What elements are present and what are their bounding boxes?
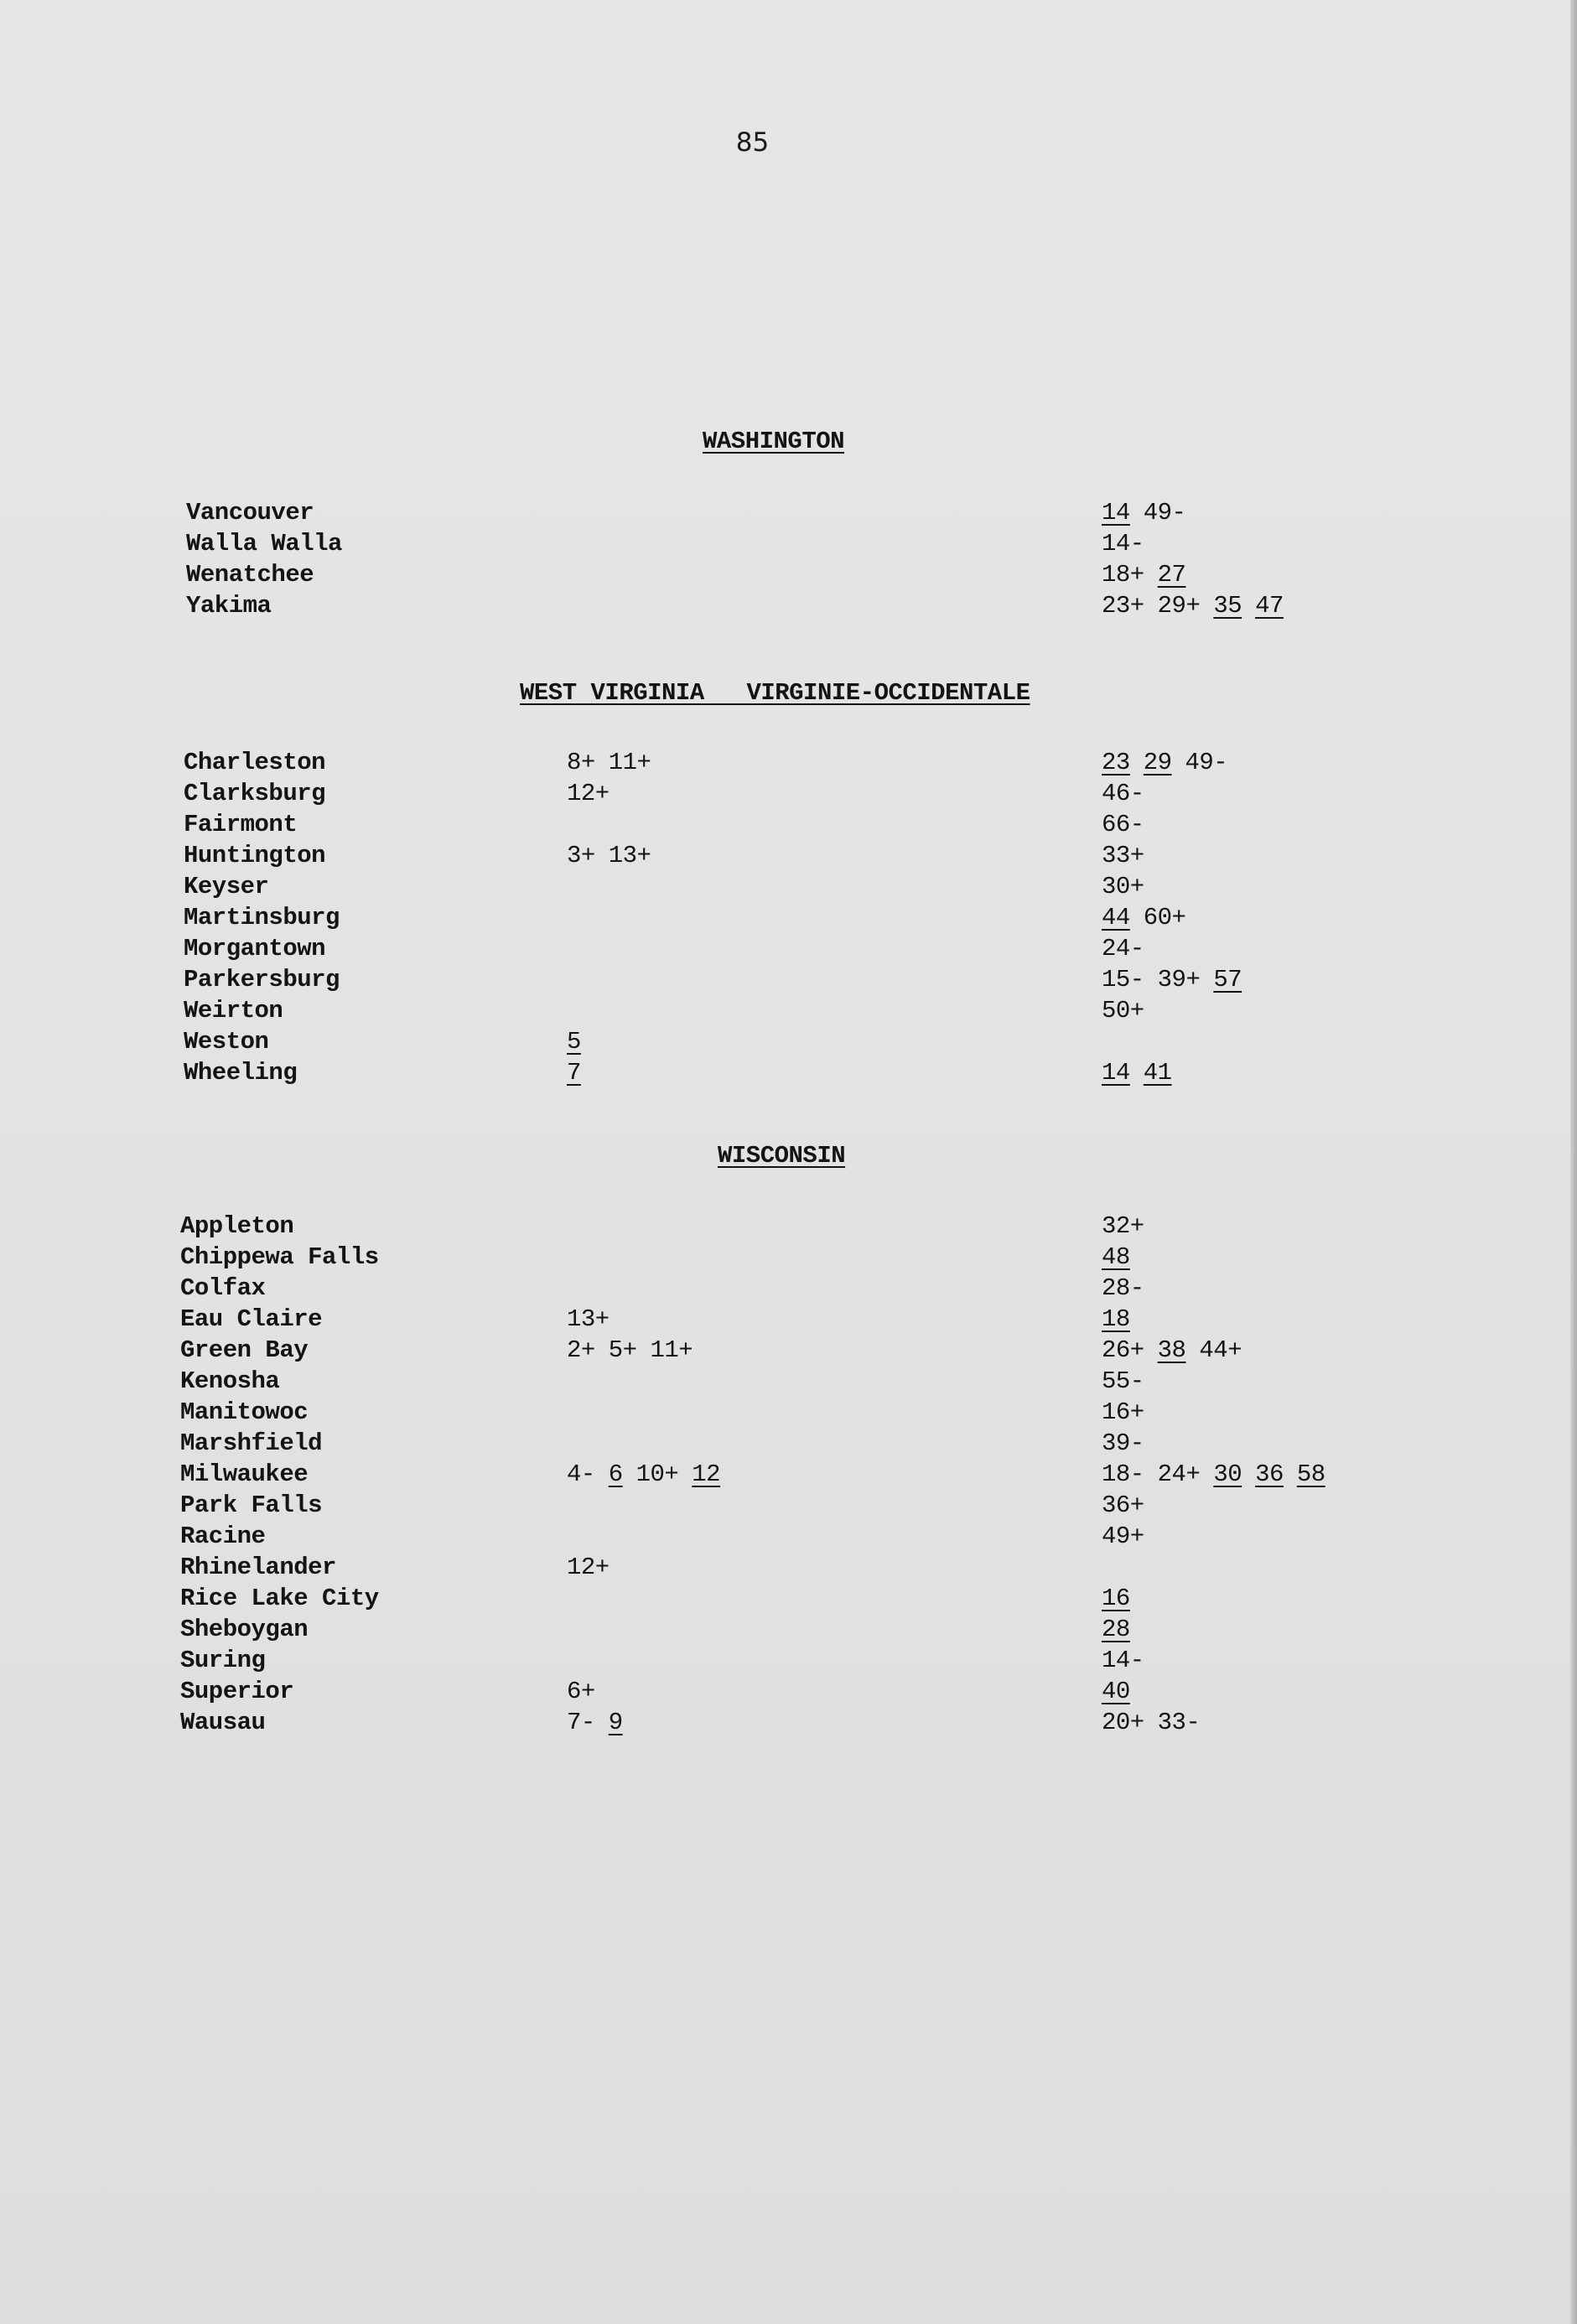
list-item: [0, 1491, 1577, 1523]
code: 32+: [1102, 1212, 1144, 1240]
list-item: [0, 1243, 1577, 1274]
code: 12+: [567, 1554, 610, 1581]
list-item: [0, 1523, 1577, 1554]
right-codes: [1102, 935, 1144, 962]
right-codes: [1102, 561, 1185, 589]
underlined-code: 29: [1143, 749, 1172, 776]
code: 23+: [1102, 592, 1144, 620]
right-codes: [1102, 904, 1185, 931]
left-codes: [567, 1709, 623, 1736]
code: 50+: [1102, 997, 1144, 1025]
list-item: [0, 1028, 1577, 1059]
code: 24+: [1157, 1460, 1201, 1488]
right-codes: [1102, 1523, 1144, 1550]
city-name: Racine: [180, 1523, 266, 1550]
right-codes: [1102, 873, 1144, 900]
underlined-code: 38: [1157, 1336, 1186, 1364]
underlined-code: 23: [1102, 749, 1130, 776]
underlined-code: 57: [1213, 966, 1242, 993]
underlined-code: 40: [1102, 1678, 1130, 1705]
list-item: [0, 561, 1577, 592]
right-codes: [1102, 592, 1284, 620]
right-codes: [1102, 966, 1242, 993]
list-item: [0, 592, 1577, 623]
code: 8+: [567, 749, 595, 776]
right-codes: [1102, 749, 1227, 776]
right-codes: [1102, 1274, 1144, 1302]
code: 33+: [1102, 842, 1144, 869]
city-name: Colfax: [180, 1274, 266, 1302]
list-item: [0, 1336, 1577, 1367]
section-heading: WEST VIRGINIA VIRGINIE-OCCIDENTALE: [520, 679, 1030, 707]
list-item: [0, 1585, 1577, 1616]
list-item: [0, 1367, 1577, 1398]
code: 46-: [1102, 780, 1144, 807]
right-codes: [1102, 1398, 1144, 1426]
city-name: Weirton: [184, 997, 283, 1025]
code: 33-: [1157, 1709, 1201, 1736]
right-codes: [1102, 1059, 1172, 1087]
underlined-code: 47: [1255, 592, 1284, 620]
right-codes: [1102, 1460, 1325, 1488]
list-item: [0, 1678, 1577, 1709]
code: 55-: [1102, 1367, 1144, 1395]
right-codes: [1102, 1491, 1144, 1519]
city-name: Weston: [184, 1028, 269, 1056]
list-item: [0, 1616, 1577, 1647]
list-item: [0, 1709, 1577, 1740]
left-codes: [567, 1678, 595, 1705]
list-item: [0, 842, 1577, 873]
right-codes: [1102, 1616, 1130, 1643]
code: 39+: [1157, 966, 1201, 993]
right-codes: [1102, 1336, 1242, 1364]
right-codes: [1102, 1647, 1144, 1674]
list-item: [0, 1274, 1577, 1305]
right-codes: [1102, 780, 1144, 807]
left-codes: [567, 1305, 610, 1333]
underlined-code: 18: [1102, 1305, 1130, 1333]
code: 18-: [1102, 1460, 1144, 1488]
right-codes: [1102, 997, 1144, 1025]
code: 44+: [1199, 1336, 1242, 1364]
list-item: [0, 1460, 1577, 1491]
code: 12+: [567, 780, 610, 807]
code: 49-: [1143, 499, 1186, 527]
city-name: Chippewa Falls: [180, 1243, 379, 1271]
code: 49-: [1185, 749, 1228, 776]
code: 7-: [567, 1709, 595, 1736]
city-name: Manitowoc: [180, 1398, 309, 1426]
page-number: 85: [735, 127, 770, 158]
code: 28-: [1102, 1274, 1144, 1302]
list-item: [0, 749, 1577, 780]
code: 66-: [1102, 811, 1144, 838]
code: 11+: [608, 749, 651, 776]
code: 18+: [1102, 561, 1144, 589]
city-name: Walla Walla: [186, 530, 342, 558]
city-name: Wheeling: [184, 1059, 298, 1087]
list-item: [0, 1212, 1577, 1243]
underlined-code: 30: [1213, 1460, 1242, 1488]
code: 24-: [1102, 935, 1144, 962]
code: 3+: [567, 842, 595, 869]
city-name: Kenosha: [180, 1367, 280, 1395]
city-name: Rice Lake City: [180, 1585, 379, 1612]
code: 6+: [567, 1678, 595, 1705]
city-name: Martinsburg: [184, 904, 340, 931]
list-item: [0, 499, 1577, 530]
right-codes: [1102, 1305, 1130, 1333]
city-name: Rhinelander: [180, 1554, 336, 1581]
underlined-code: 28: [1102, 1616, 1130, 1643]
right-codes: [1102, 1367, 1144, 1395]
left-codes: [567, 749, 651, 776]
city-name: Appleton: [180, 1212, 294, 1240]
code: 13+: [567, 1305, 610, 1333]
city-name: Parkersburg: [184, 966, 340, 993]
underlined-code: 58: [1296, 1460, 1325, 1488]
section-heading: WASHINGTON: [703, 428, 845, 455]
city-name: Yakima: [186, 592, 272, 620]
list-item: [0, 935, 1577, 966]
city-name: Charleston: [184, 749, 326, 776]
code: 5+: [608, 1336, 637, 1364]
right-codes: [1102, 1585, 1130, 1612]
list-item: [0, 1305, 1577, 1336]
city-name: Huntington: [184, 842, 326, 869]
city-name: Park Falls: [180, 1491, 323, 1519]
underlined-code: 16: [1102, 1585, 1130, 1612]
city-name: Green Bay: [180, 1336, 309, 1364]
code: 30+: [1102, 873, 1144, 900]
list-item: [0, 873, 1577, 904]
list-item: [0, 966, 1577, 997]
underlined-code: 14: [1102, 1059, 1130, 1087]
code: 10+: [635, 1460, 679, 1488]
city-name: Clarksburg: [184, 780, 326, 807]
right-codes: [1102, 1212, 1144, 1240]
left-codes: [567, 1460, 720, 1488]
right-codes: [1102, 842, 1144, 869]
underlined-code: 27: [1157, 561, 1186, 589]
list-item: [0, 1059, 1577, 1090]
code: 14-: [1102, 530, 1144, 558]
right-codes: [1102, 1429, 1144, 1457]
list-item: [0, 1647, 1577, 1678]
list-item: [0, 997, 1577, 1028]
list-item: [0, 1554, 1577, 1585]
left-codes: [567, 1059, 581, 1087]
right-codes: [1102, 1709, 1200, 1736]
code: 13+: [608, 842, 651, 869]
section-heading: WISCONSIN: [718, 1142, 846, 1170]
right-codes: [1102, 1678, 1130, 1705]
city-name: Vancouver: [186, 499, 314, 527]
city-name: Wenatchee: [186, 561, 314, 589]
city-name: Sheboygan: [180, 1616, 309, 1643]
code: 20+: [1102, 1709, 1144, 1736]
code: 36+: [1102, 1491, 1144, 1519]
underlined-code: 44: [1102, 904, 1130, 931]
underlined-code: 14: [1102, 499, 1130, 527]
city-name: Superior: [180, 1678, 294, 1705]
code: 11+: [650, 1336, 693, 1364]
underlined-code: 36: [1255, 1460, 1284, 1488]
code: 16+: [1102, 1398, 1144, 1426]
right-codes: [1102, 811, 1144, 838]
code: 49+: [1102, 1523, 1144, 1550]
underlined-code: 7: [567, 1059, 581, 1087]
list-item: [0, 530, 1577, 561]
underlined-code: 6: [608, 1460, 623, 1488]
left-codes: [567, 780, 610, 807]
code: 39-: [1102, 1429, 1144, 1457]
list-item: [0, 904, 1577, 935]
city-name: Keyser: [184, 873, 269, 900]
right-codes: [1102, 499, 1185, 527]
city-name: Eau Claire: [180, 1305, 323, 1333]
underlined-code: 35: [1213, 592, 1242, 620]
underlined-code: 12: [692, 1460, 721, 1488]
city-name: Suring: [180, 1647, 266, 1674]
underlined-code: 48: [1102, 1243, 1130, 1271]
code: 29+: [1157, 592, 1201, 620]
list-item: [0, 1429, 1577, 1460]
code: 14-: [1102, 1647, 1144, 1674]
city-name: Marshfield: [180, 1429, 323, 1457]
city-name: Morgantown: [184, 935, 326, 962]
left-codes: [567, 1554, 610, 1581]
code: 2+: [567, 1336, 595, 1364]
list-item: [0, 780, 1577, 811]
left-codes: [567, 1336, 693, 1364]
city-name: Milwaukee: [180, 1460, 309, 1488]
right-codes: [1102, 1243, 1130, 1271]
code: 15-: [1102, 966, 1144, 993]
left-codes: [567, 1028, 581, 1056]
underlined-code: 5: [567, 1028, 581, 1056]
list-item: [0, 1398, 1577, 1429]
list-item: [0, 811, 1577, 842]
underlined-code: 41: [1143, 1059, 1172, 1087]
city-name: Wausau: [180, 1709, 266, 1736]
underlined-code: 9: [608, 1709, 623, 1736]
code: 60+: [1143, 904, 1186, 931]
code: 4-: [567, 1460, 595, 1488]
code: 26+: [1102, 1336, 1144, 1364]
right-codes: [1102, 530, 1144, 558]
page-edge: [1570, 0, 1577, 2324]
left-codes: [567, 842, 651, 869]
city-name: Fairmont: [184, 811, 298, 838]
